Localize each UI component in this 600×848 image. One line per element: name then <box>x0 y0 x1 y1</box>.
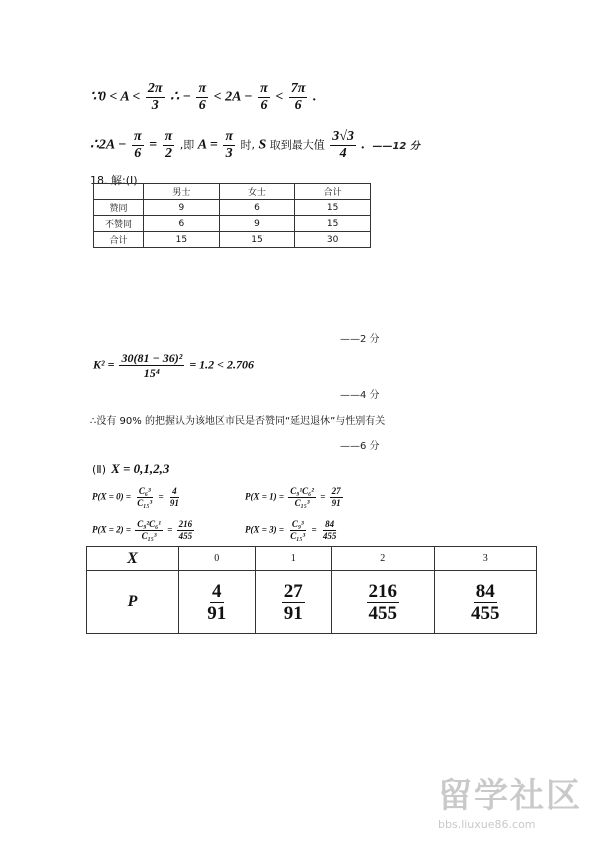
frac-num: 30(81 − 36)² <box>121 351 183 365</box>
frac-den: 455 <box>178 531 193 541</box>
fraction <box>119 352 184 379</box>
x-value-cell: 0 <box>179 547 256 571</box>
x-value-cell: 2 <box>332 547 434 571</box>
table-cell: 9 <box>144 200 220 216</box>
score-12: ——12 分 <box>372 140 420 152</box>
table-cell: 赞同 <box>94 200 144 216</box>
k-squared-formula <box>93 352 254 379</box>
table-cell: 15 <box>144 232 220 248</box>
frac-num: C₆³ <box>138 486 151 496</box>
p-value-cell <box>332 571 434 634</box>
equals: = <box>149 137 158 153</box>
text-shi: 时, <box>240 138 255 152</box>
s-symbol: S <box>258 137 267 153</box>
frac-den: 3 <box>225 146 233 161</box>
ineq-mid3: < <box>275 89 284 105</box>
fraction <box>132 130 144 161</box>
frac-num: π <box>225 129 233 144</box>
table-cell <box>94 184 144 200</box>
distribution-table <box>86 546 537 634</box>
fraction <box>168 487 181 508</box>
frac-den: 455 <box>368 602 398 624</box>
x-values: X = 0,1,2,3 <box>111 461 170 476</box>
equals: = <box>311 524 317 535</box>
p-value-cell <box>179 571 256 634</box>
fraction <box>205 582 228 623</box>
frac-num: C₉¹C₆² <box>290 486 314 496</box>
prob-lhs: P(X = 2) = <box>92 524 132 535</box>
frac-num: 7π <box>290 81 306 96</box>
max-value-line <box>90 130 420 161</box>
prob-lhs: P(X = 3) = <box>245 524 285 535</box>
prob-x3 <box>245 520 340 541</box>
frac-den: 3 <box>151 98 159 113</box>
table-cell: 不赞同 <box>94 216 144 232</box>
fraction <box>177 520 195 541</box>
frac-den: 91 <box>207 602 227 624</box>
watermark-title: 留学社区 <box>438 776 582 816</box>
x-label: X <box>127 549 138 567</box>
p-header-cell <box>87 571 179 634</box>
watermark-url: bbs.liuxue86.com <box>438 818 536 831</box>
equals: = <box>158 491 164 502</box>
ineq-mid2: < 2A − <box>213 89 253 105</box>
frac-num: 27 <box>331 486 341 496</box>
fraction <box>163 130 175 161</box>
prob-x1 <box>245 487 345 508</box>
frac-den: 6 <box>134 146 142 161</box>
score-2: ——2 分 <box>340 334 380 345</box>
table-cell: 15 <box>219 232 295 248</box>
frac-num: C₉²C₆¹ <box>137 519 161 529</box>
frac-den: 91 <box>169 498 179 508</box>
equals: = <box>167 524 173 535</box>
table-cell: 15 <box>295 200 371 216</box>
frac-den: 91 <box>331 498 341 508</box>
frac-den: 455 <box>471 602 500 624</box>
table-cell: 30 <box>295 232 371 248</box>
frac-den: 455 <box>322 531 337 541</box>
score-6: ——6 分 <box>340 441 380 452</box>
table-cell: 6 <box>144 216 220 232</box>
text-ji: ,即 <box>179 138 195 152</box>
inequality-line <box>90 82 316 113</box>
frac-num: π <box>198 81 207 96</box>
table-cell: 9 <box>219 216 295 232</box>
watermark <box>438 776 598 831</box>
text-max: 取到最大值 <box>269 138 325 152</box>
x-header-cell <box>87 547 179 571</box>
prob-lhs: P(X = 0) = <box>92 491 132 502</box>
x-value-cell: 1 <box>255 547 332 571</box>
score-4: ——4 分 <box>340 390 380 401</box>
x-value-cell: 3 <box>434 547 537 571</box>
table-row <box>94 232 371 248</box>
prob-x2 <box>92 520 196 541</box>
p-value-cell <box>434 571 537 634</box>
table-cell: 6 <box>219 200 295 216</box>
frac-den: 4 <box>339 146 347 161</box>
frac-den: 15⁴ <box>143 366 160 380</box>
fraction <box>330 487 343 508</box>
prob-lhs: P(X = 1) = <box>245 491 285 502</box>
part-two-label: (Ⅱ) <box>92 463 106 476</box>
p-row <box>87 571 537 634</box>
frac-den: 6 <box>198 98 206 113</box>
table-cell: 15 <box>295 216 371 232</box>
fraction <box>288 520 307 541</box>
frac-den: C₁₅³ <box>141 531 157 541</box>
frac-den: 91 <box>283 602 303 624</box>
p-value-cell <box>255 571 332 634</box>
line2-prefix: ∴2A − <box>90 137 127 153</box>
k2-lhs: K² = <box>93 357 115 372</box>
fraction <box>288 487 316 508</box>
table-cell: 男士 <box>144 184 220 200</box>
fraction <box>135 520 163 541</box>
fraction <box>321 520 339 541</box>
frac-num: 2π <box>147 81 163 96</box>
ineq-prefix: ∵0 < A < <box>90 89 141 105</box>
fraction <box>330 130 356 161</box>
fraction <box>223 130 235 161</box>
fraction <box>469 582 502 623</box>
a-equals: A = <box>197 137 218 153</box>
table-row <box>94 200 371 216</box>
fraction <box>258 82 270 113</box>
conclusion-text: ∴没有 90% 的把握认为该地区市民是否赞同“延迟退休”与性别有关 <box>90 416 386 427</box>
prob-x0 <box>92 487 183 508</box>
fraction <box>146 82 165 113</box>
frac-num: π <box>133 129 142 144</box>
line2-end: . <box>361 137 365 153</box>
frac-num: π <box>260 81 268 96</box>
frac-num: 216 <box>178 519 193 529</box>
table-cell: 合计 <box>94 232 144 248</box>
part-two-line <box>92 458 169 477</box>
frac-num: 4 <box>172 486 177 496</box>
frac-num: 84 <box>475 580 495 602</box>
frac-num: 4 <box>212 580 222 602</box>
k2-rhs: = 1.2 < 2.706 <box>189 357 255 372</box>
table-cell: 合计 <box>295 184 371 200</box>
frac-den: 2 <box>164 146 172 161</box>
frac-num: 216 <box>368 580 398 602</box>
equals: = <box>320 491 326 502</box>
x-row <box>87 547 537 571</box>
frac-num: 3√3 <box>332 129 354 144</box>
frac-num: 84 <box>325 519 335 529</box>
frac-den: C₁₅³ <box>290 531 306 541</box>
question-18-label: 18. 解:(Ⅰ) <box>90 174 138 187</box>
ineq-mid: ∴ − <box>170 89 191 105</box>
fraction <box>135 487 154 508</box>
fraction <box>289 82 308 113</box>
frac-num: C₉³ <box>291 519 304 529</box>
fraction <box>282 582 305 623</box>
frac-den: 6 <box>294 98 302 113</box>
fraction <box>367 582 400 623</box>
frac-den: C₁₅³ <box>137 498 153 508</box>
frac-num: 27 <box>283 580 303 602</box>
frac-den: 6 <box>260 98 268 113</box>
table-header-row <box>94 184 371 200</box>
fraction <box>196 82 208 113</box>
p-label: P <box>127 593 138 610</box>
ineq-end: . <box>312 89 317 105</box>
table-row <box>94 216 371 232</box>
frac-den: C₁₅³ <box>294 498 310 508</box>
table-cell: 女士 <box>219 184 295 200</box>
frac-num: π <box>164 129 173 144</box>
contingency-table <box>93 183 371 248</box>
